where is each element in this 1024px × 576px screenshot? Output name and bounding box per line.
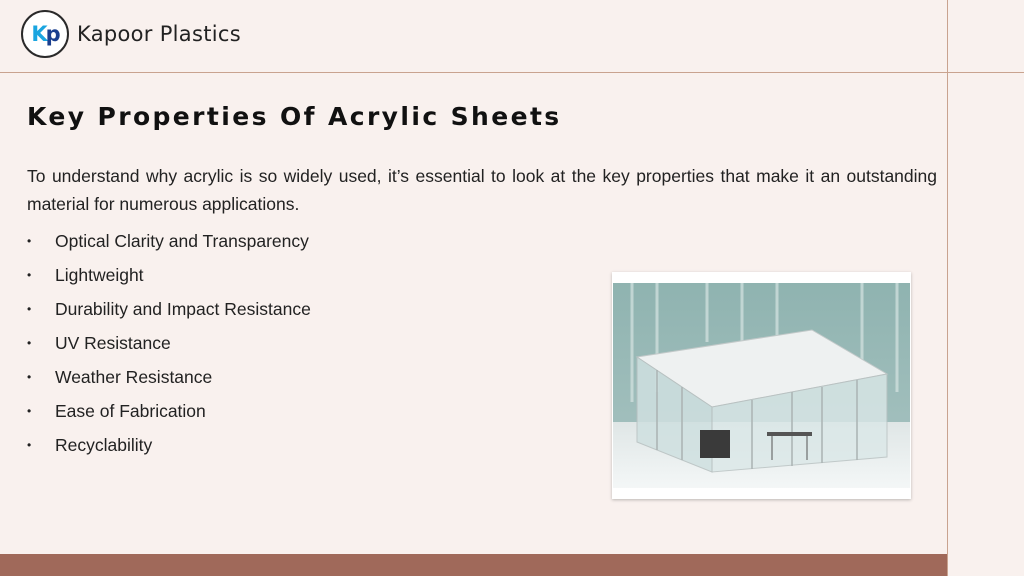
bullet-icon: •	[27, 438, 32, 452]
brand-logo	[21, 10, 241, 58]
slide-title: Key Properties Of Acrylic Sheets	[27, 102, 562, 131]
list-item: • Recyclability	[27, 434, 153, 455]
bullet-icon: •	[27, 370, 32, 384]
bullet-icon: •	[27, 234, 32, 248]
bullet-icon: •	[27, 404, 32, 418]
list-item: • Ease of Fabrication	[27, 400, 206, 421]
brand-name: Kapoor Plastics	[77, 22, 241, 46]
logo-mark-icon: K p	[21, 10, 69, 58]
list-item: • Optical Clarity and Transparency	[27, 230, 309, 251]
bullet-icon: •	[27, 302, 32, 316]
right-margin-line	[947, 0, 948, 576]
bullet-icon: •	[27, 336, 32, 350]
list-item: • Weather Resistance	[27, 366, 213, 387]
cleanroom-illustration	[612, 282, 911, 489]
intro-paragraph: To understand why acrylic is so widely used, it’s essential to look at the key properties that make it an outstanding material for numerous applications.	[27, 166, 937, 214]
footer-bar	[0, 554, 947, 576]
list-item: • Lightweight	[27, 264, 144, 285]
cleanroom-photo	[612, 272, 911, 499]
list-item: • Durability and Impact Resistance	[27, 298, 311, 319]
list-item: • UV Resistance	[27, 332, 171, 353]
properties-list	[27, 224, 311, 462]
bullet-icon: •	[27, 268, 32, 282]
header-divider	[0, 72, 1024, 73]
